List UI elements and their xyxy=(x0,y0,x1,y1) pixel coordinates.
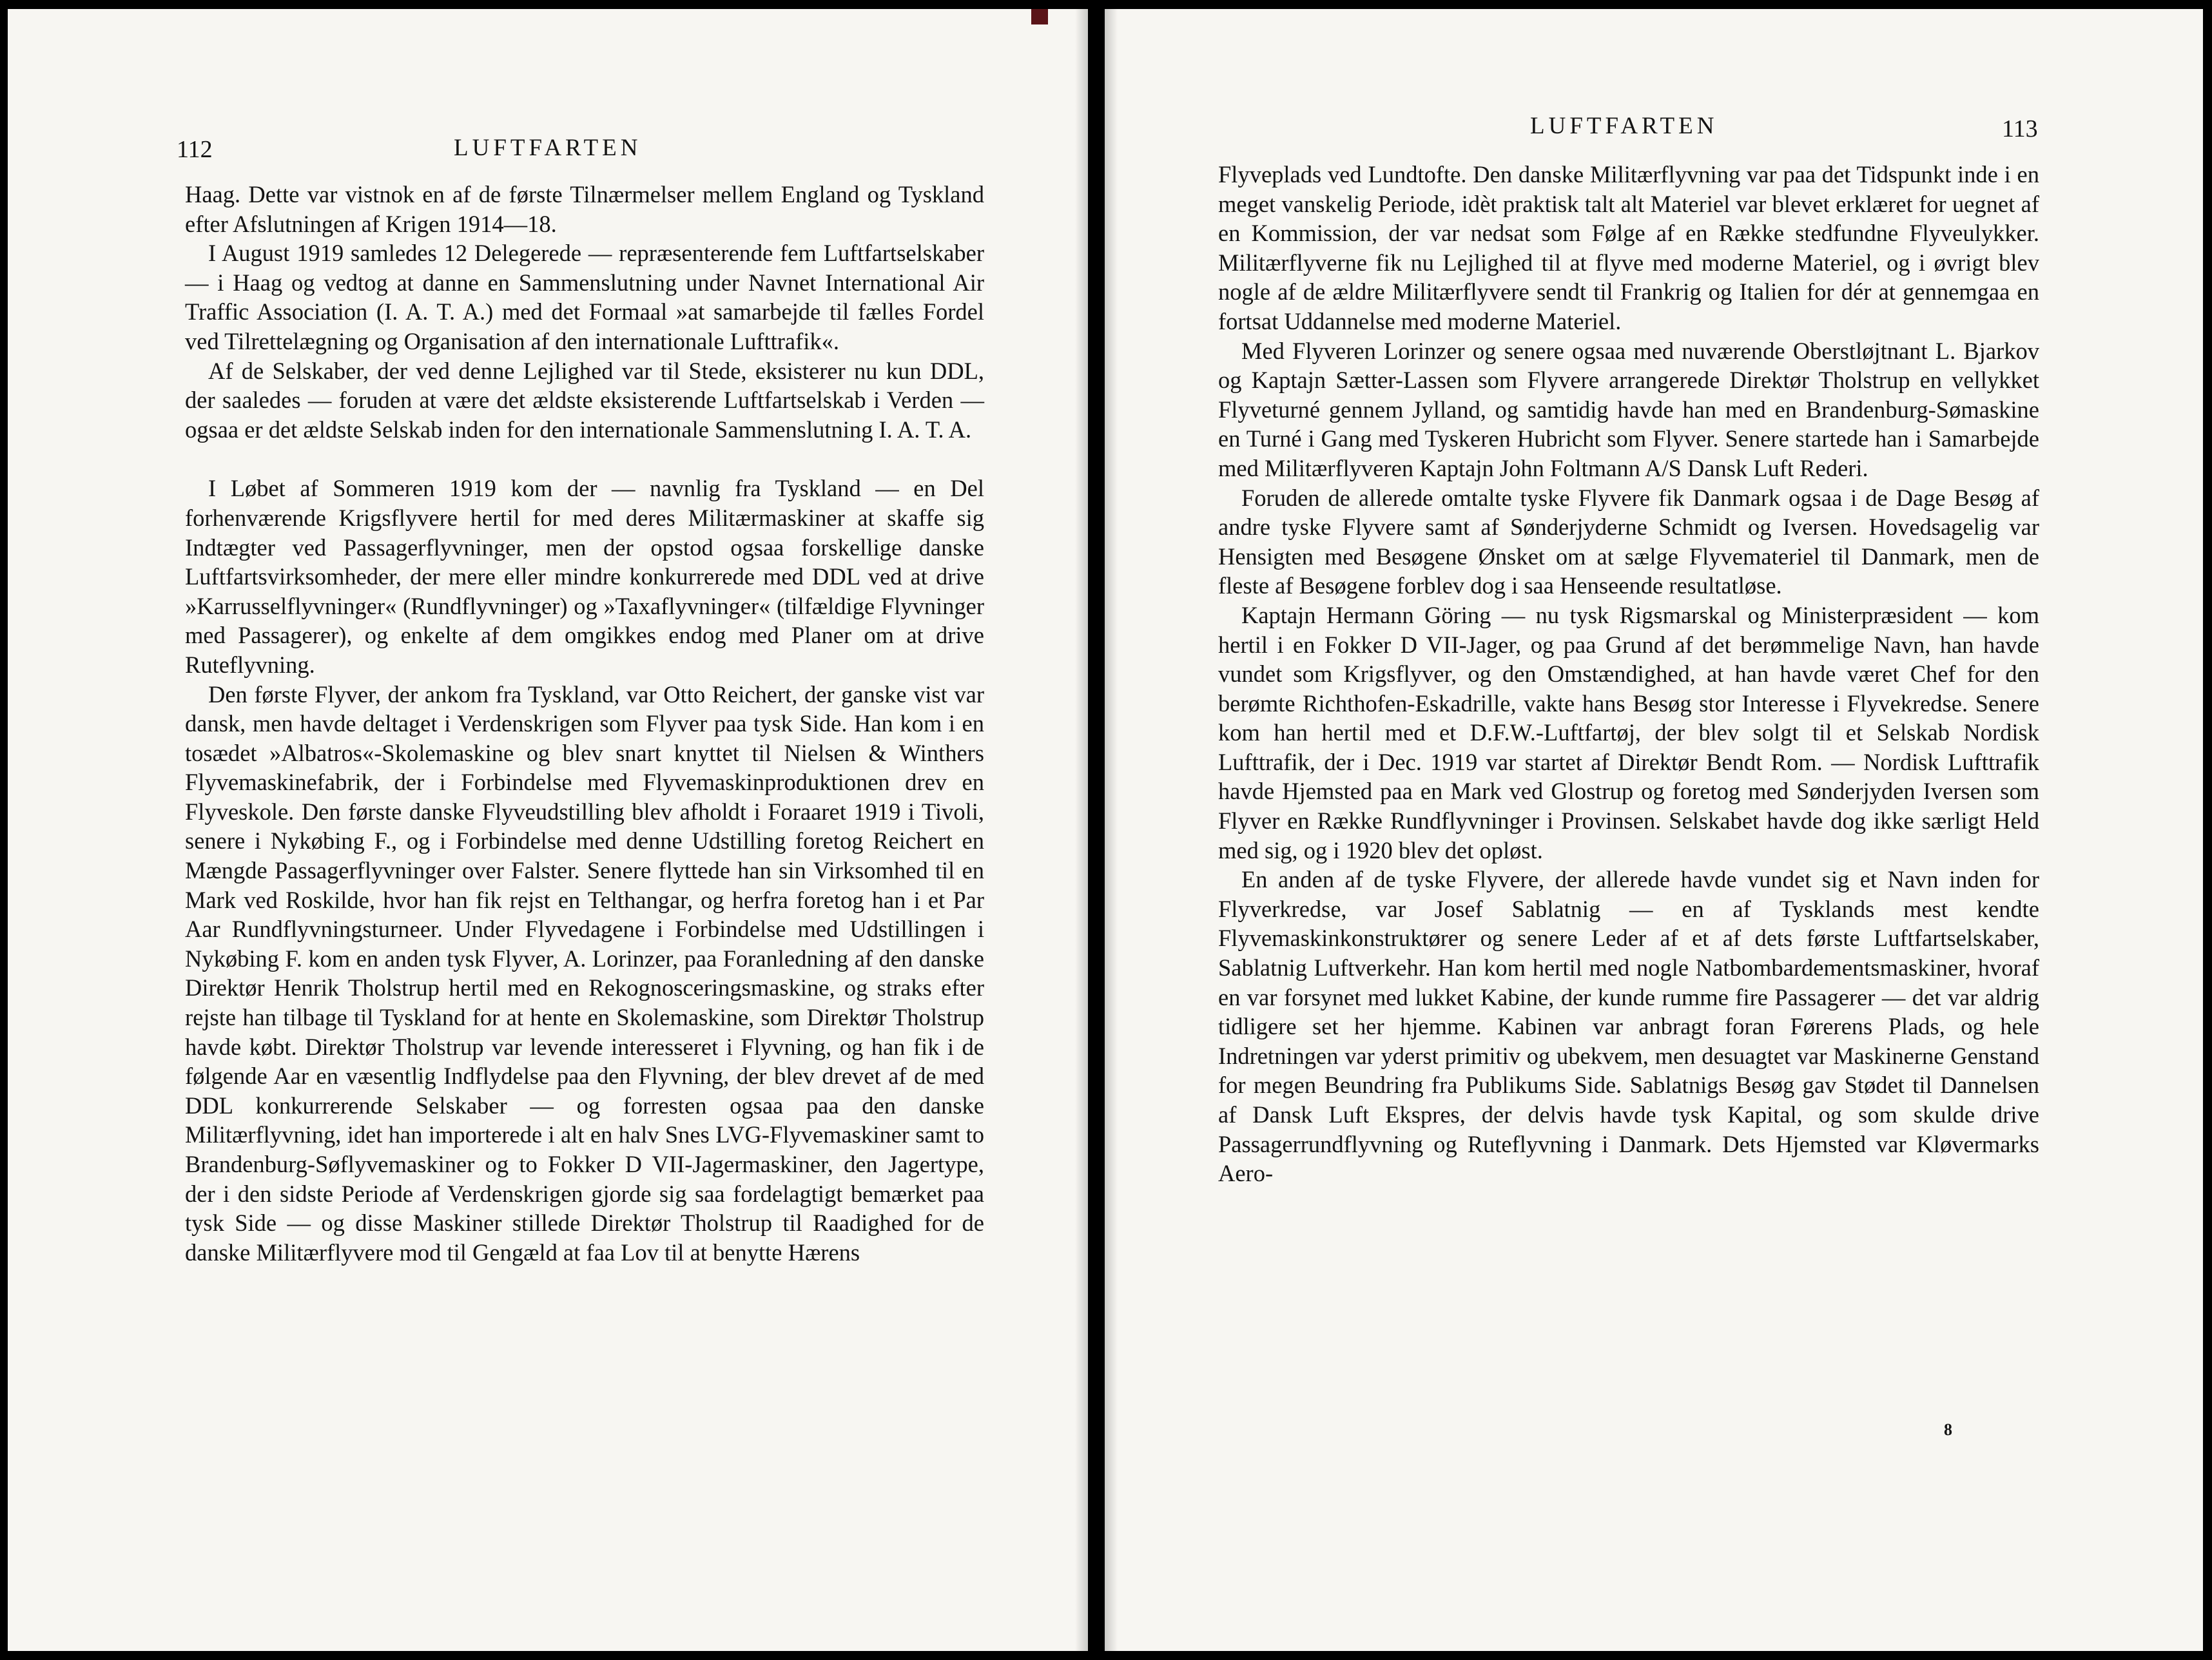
binding-mark xyxy=(1031,9,1048,24)
running-head-right: LUFTFARTEN xyxy=(1530,113,1718,139)
paragraph: Flyveplads ved Lundtofte. Den danske Militærflyvning var paa det Tidspunkt inde i en meget vanskelig Periode, idèt praktisk talt alt Materiel var blevet erklæret for uegnet af en Kommission, der var nedsat som Følge af en Række stedfundne Flyveulykker. Militærflyverne fik nu Lejlighed til at flyve med moderne Materiel, og i øvrigt blev nogle af de ældre Militærflyvere sendt til Frankrig og Italien for dér at gennemgaa en fortsat Uddannelse med moderne Materiel. xyxy=(1218,161,2039,334)
left-page xyxy=(8,9,1088,1651)
paragraph: Af de Selskaber, der ved denne Lejlighed var til Stede, eksisterer nu kun DDL, der saaledes — foruden at være det ældste eksisterende Luftfartselskab i Verden — ogsaa er det ældste Selskab inden for den internationale Sammenslutning I. A. T. A. xyxy=(185,357,984,443)
page-number-right: 113 xyxy=(2002,115,2038,142)
paragraph: Kaptajn Hermann Göring — nu tysk Rigsmarskal og Ministerpræsident — kom hertil i en Fokker D VII-Jager, og paa Grund af det berømmelige Navn, han havde vundet som Krigsflyver, og den Omstændighed, at han havde været Chef for den berømte Richthofen-Eskadrille, vakte hans Besøg stor Interesse i Flyvekredse. Senere kom han hertil med et D.F.W.-Luftfartøj, der blev solgt til et Selskab Nordisk Lufttrafik, der i Dec. 1919 var startet af Direktør Bendt Rom. — Nordisk Lufttrafik havde Hjemsted paa en Mark ved Glostrup og foretog med Sønderjyden Iversen som Flyver en Række Rundflyvninger i Provinsen. Selskabet havde dog ikke særligt Held med sig, og i 1920 blev det opløst. xyxy=(1218,601,2039,864)
paragraph: En anden af de tyske Flyvere, der allerede havde vundet sig et Navn inden for Flyverkredse, var Josef Sablatnig — en af Tysklands mest kendte Flyvemaskinkonstruktører og senere Leder af et af dets første Luftfartselskaber, Sablatnig Luftverkehr. Han kom hertil med nogle Natbombardementsmaskiner, hvoraf en var forsynet med lukket Kabine, der kunde rumme fire Passagerer — det var aldrig tidligere set her hjemme. Kabinen var anbragt foran Førerens Plads, og hele Indretningen var yderst primitiv og ubekvem, men desuagtet var Maskinerne Genstand for megen Beundring fra Publikums Side. Sablatnigs Besøg gav Stødet til Dannelsen af Dansk Luft Ekspres, der delvis havde tysk Kapital, og som skulde drive Passagerrundflyvning og Ruteflyvning i Danmark. Dets Hjemsted var Kløvermarks Aero- xyxy=(1218,866,2039,1187)
paragraph: Foruden de allerede omtalte tyske Flyvere fik Danmark ogsaa i de Dage Besøg af andre tyske Flyvere samt af Sønderjyderne Schmidt og Iversen. Hovedsagelig var Hensigten med Besøgene Ønsket om at sælge Flyvemateriel til Danmark, men de fleste af Besøgene forblev dog i saa Henseende resultatløse. xyxy=(1218,484,2039,599)
gutter-shadow xyxy=(1105,9,1118,1651)
paragraph: Med Flyveren Lorinzer og senere ogsaa med nuværende Oberstløjtnant L. Bjarkov og Kaptajn Sætter-Lassen som Flyvere arrangerede Direktør Tholstrup en vellykket Flyveturné gennem Jylland, og samtidig havde han med en Brandenburg-Sømaskine en Turné i Gang med Tyskeren Hubricht som Flyver. Senere startede han i Samarbejde med Militærflyveren Kaptajn John Foltmann A/S Dansk Luft Rederi. xyxy=(1218,337,2039,481)
page-number-left: 112 xyxy=(177,136,213,163)
left-page-body xyxy=(185,180,984,1267)
gutter-shadow xyxy=(1075,9,1088,1651)
paragraph: I August 1919 samledes 12 Delegerede — repræsenterende fem Luftfartselskaber — i Haag og vedtog at danne en Sammenslutning under Navnet International Air Traffic Association (I. A. T. A.) med det Formaal »at samarbejde til fælles Fordel ved Tilrettelægning og Organisation af den internationale Lufttrafik«. xyxy=(185,240,984,354)
right-page-body xyxy=(1218,160,2039,1188)
paragraph: I Løbet af Sommeren 1919 kom der — navnlig fra Tyskland — en Del forhenværende Krigsflyvere hertil for med deres Militærmaskiner at skaffe sig Indtægter ved Passagerflyvninger, men der opstod ogsaa forskellige danske Luftfartsvirksomheder, der mere eller mindre konkurrerede med DDL ved at drive »Karrusselflyvninger« (Rundflyvninger) og »Taxaflyvninger« (tilfældige Flyvninger med Passagerer), og enkelte af dem omgikkes endog med Planer om at drive Ruteflyvning. xyxy=(185,475,984,678)
paragraph: Haag. Dette var vistnok en af de første Tilnærmelser mellem England og Tyskland efter Afslutningen af Krigen 1914—18. xyxy=(185,181,984,237)
running-head-left: LUFTFARTEN xyxy=(454,135,642,161)
signature-mark: 8 xyxy=(1944,1420,1952,1439)
paragraph: Den første Flyver, der ankom fra Tyskland, var Otto Reichert, der ganske vist var dansk, men havde deltaget i Verdenskrigen som Flyver paa tysk Side. Han kom i en tosædet »Albatros«-Skolemaskine og blev snart knyttet til Nielsen & Winthers Flyvemaskinefabrik, der i Forbindelse med Flyvemaskinproduktionen drev en Flyveskole. Den første danske Flyveudstilling blev afholdt i Foraaret 1919 i Tivoli, senere i Nykøbing F., og i Forbindelse med denne Udstilling foretog Reichert en Mængde Passagerflyvninger over Falster. Senere flyttede han sin Virksomhed til en Mark ved Roskilde, hvor han fik rejst en Telthangar, og herfra foretog han i et Par Aar Rundflyvningsturneer. Under Flyvedagene i Forbindelse med Udstillingen i Nykøbing F. kom en anden tysk Flyver, A. Lorinzer, paa Foranledning af den danske Direktør Henrik Tholstrup hertil med en Rekognosceringsmaskine, og straks efter rejste han tilbage til Tyskland for at hente en Skolemaskine, som Direktør Tholstrup havde købt. Direktør Tholstrup var levende interesseret i Flyvning, og han fik i de følgende Aar en væsentlig Indflydelse paa den Flyvning, der blev drevet af de med DDL konkurrerende Selskaber — og forresten ogsaa paa den danske Militærflyvning, idet han importerede i alt en halv Snes LVG-Flyvemaskiner samt to Brandenburg-Søflyvemaskiner og to Fokker D VII-Jagermaskiner, den Jagertype, der i den sidste Periode af Verdenskrigen gjorde sig saa fordelagtigt bemærket paa tysk Side — og disse Maskiner stillede Direktør Tholstrup til Raadighed for de danske Militærflyvere mod til Gengæld at faa Lov til at benytte Hærens xyxy=(185,680,984,1266)
right-page xyxy=(1105,9,2203,1651)
